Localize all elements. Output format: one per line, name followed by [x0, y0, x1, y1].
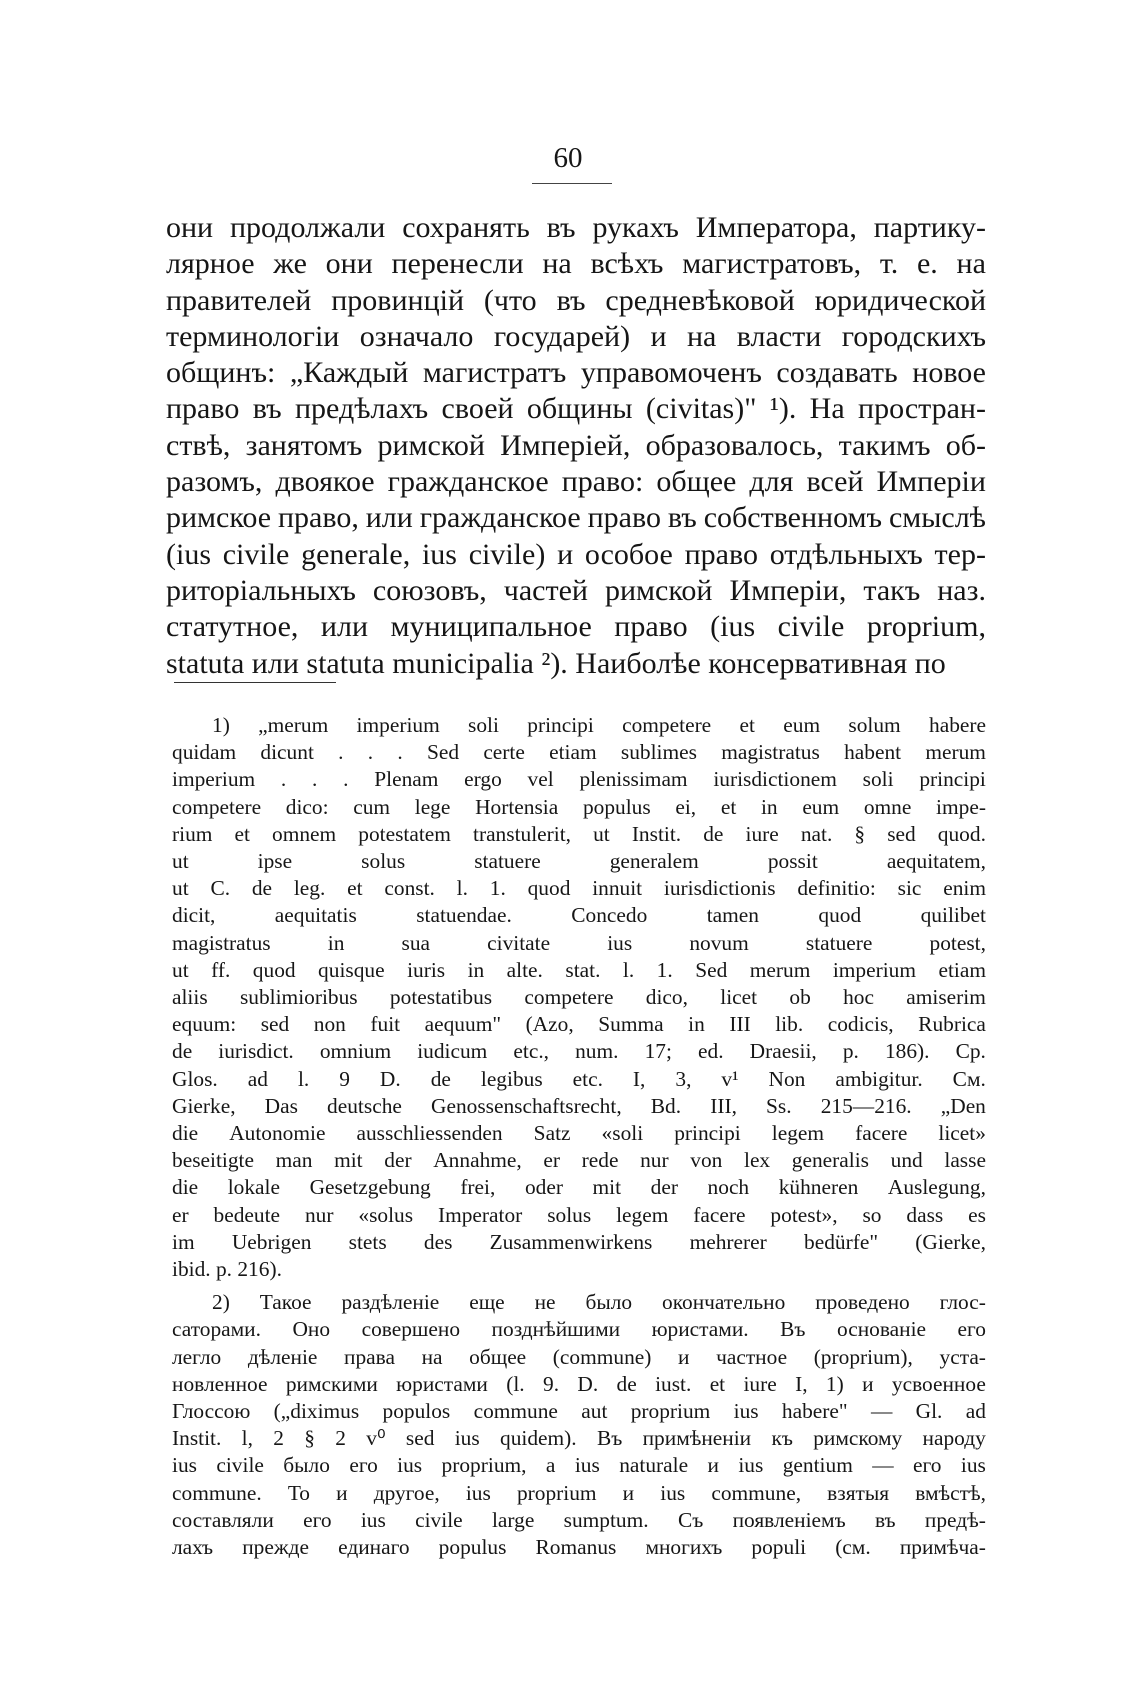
footnote-1-line: dicit, aequitatis statuendae. Concedo tamen quod quilibet	[172, 903, 986, 928]
footnote-2-line: саторами. Оно совершено позднѣйшими юристами. Въ основаніе его	[172, 1317, 986, 1342]
footnote-1-line: er bedeute nur «solus Imperator solus legem facere potest», so dass es	[172, 1202, 986, 1227]
footnote-1-line: quidam dicunt . . . Sed certe etiam sublimes magistratus habent merum	[172, 740, 986, 765]
footnote-1-line: im Uebrigen stets des Zusammenwirkens mehrerer bedürfe" (Gierke,	[172, 1229, 986, 1254]
footnote-2-line: лахъ прежде единаго populus Romanus многихъ populi (см. примѣча-	[172, 1535, 986, 1560]
footnote-1-line: aliis sublimioribus potestatibus competere dico, licet ob hoc amiserim	[172, 985, 986, 1010]
main-text-line: римское право, или гражданское право въ собственномъ смыслѣ	[166, 501, 986, 535]
footnote-1-line: equum: sed non fuit aequum" (Azo, Summa in III lib. codicis, Rubrica	[172, 1012, 986, 1037]
footnote-1-line: ibid. p. 216).	[172, 1257, 282, 1282]
footnote-1-line: imperium . . . Plenam ergo vel plenissimam iurisdictionem soli principi	[172, 767, 986, 792]
footnote-1-line: die Autonomie ausschliessenden Satz «soli principi legem facere licet»	[172, 1121, 986, 1146]
main-text-line: правителей провинцій (что въ средневѣковой юридической	[166, 283, 986, 317]
footnote-1-line: beseitigte man mit der Annahme, er rede nur von lex generalis und lasse	[172, 1148, 986, 1173]
main-text-line: разомъ, двоякое гражданское право: общее для всей Имперіи	[166, 465, 986, 499]
footnote-2-line: 2) Такое раздѣленіе еще не было окончательно проведено глос-	[212, 1290, 986, 1315]
main-text-line: общинъ: „Каждый магистратъ управомоченъ создавать новое	[166, 356, 986, 390]
footnote-1-line: ut ipse solus statuere generalem possit aequitatem,	[172, 849, 986, 874]
footnote-1-line: rium et omnem potestatem transtulerit, ut Instit. de iure nat. § sed quod.	[172, 821, 986, 846]
footnote-1-line: 1) „merum imperium soli principi competere et eum solum habere	[212, 713, 986, 737]
footnote-1-line: Glos. ad l. 9 D. de legibus etc. I, 3, v¹ Non ambigitur. См.	[172, 1066, 986, 1091]
footnote-1-line: Gierke, Das deutsche Genossenschaftsrecht, Bd. III, Ss. 215—216. „Den	[172, 1093, 986, 1118]
footnote-2-line: составляли его ius civile large sumptum. Съ появленіемъ въ предѣ-	[172, 1507, 986, 1532]
footnote-1-line: competere dico: cum lege Hortensia populus ei, et in eum omne impe-	[172, 794, 986, 819]
footnote-2-line: легло дѣленіе права на общее (commune) и частное (proprium), уста-	[172, 1344, 986, 1369]
main-text-line: лярное же они перенесли на всѣхъ магистратовъ, т. е. на	[166, 247, 986, 281]
main-text-line: ствѣ, занятомъ римской Имперіей, образовалось, такимъ об-	[166, 428, 986, 462]
footnote-2-line: Глоссою („diximus populos commune aut proprium ius habere" — Gl. ad	[172, 1399, 986, 1424]
main-text-line: statuta или statuta municipalia ²). Наиболѣе консервативная по	[166, 646, 946, 680]
main-text	[166, 210, 986, 682]
footnote-1-line: die lokale Gesetzgebung frei, oder mit der noch kühneren Auslegung,	[172, 1175, 986, 1200]
footnote-2-line: ius civile было его ius proprium, a ius naturale и ius gentium — его ius	[172, 1453, 986, 1478]
page-number-rule	[532, 183, 612, 184]
footnotes	[172, 712, 986, 1561]
footnote-1-line: magistratus in sua civitate ius novum statuere potest,	[172, 930, 986, 955]
footnote-2-line: Instit. l, 2 § 2 v⁰ sed ius quidem). Въ примѣненіи къ римскому народу	[172, 1426, 986, 1451]
footnote-separator	[174, 682, 336, 683]
footnote-1-line: de iurisdict. omnium iudicum etc., num. 17; ed. Draesii, p. 186). Cp.	[172, 1039, 986, 1064]
page-number: 60	[553, 142, 583, 174]
footnote-1-line: ut ff. quod quisque iuris in alte. stat. l. 1. Sed merum imperium etiam	[172, 957, 986, 982]
footnote-2-line: commune. То и другое, ius proprium и ius commune, взятыя вмѣстѣ,	[172, 1480, 986, 1505]
footnote-1-line: ut C. de leg. et const. l. 1. quod innuit iurisdictionis definitio: sic enim	[172, 876, 986, 901]
main-text-line: терминологіи означало государей) и на власти городскихъ	[166, 319, 986, 353]
main-text-line: они продолжали сохранять въ рукахъ Императора, партику-	[166, 211, 986, 244]
main-text-line: (ius civile generale, ius civile) и особое право отдѣльныхъ тер-	[166, 537, 986, 571]
main-text-line: статутное, или муниципальное право (ius civile proprium,	[166, 610, 986, 644]
main-text-line: право въ предѣлахъ своей общины (civitas)" ¹). На простран-	[166, 392, 986, 426]
footnote-2-line: новленное римскими юристами (l. 9. D. de iust. et iure I, 1) и усвоенное	[172, 1371, 986, 1396]
main-text-line: риторіальныхъ союзовъ, частей римской Имперіи, такъ наз.	[166, 573, 986, 607]
